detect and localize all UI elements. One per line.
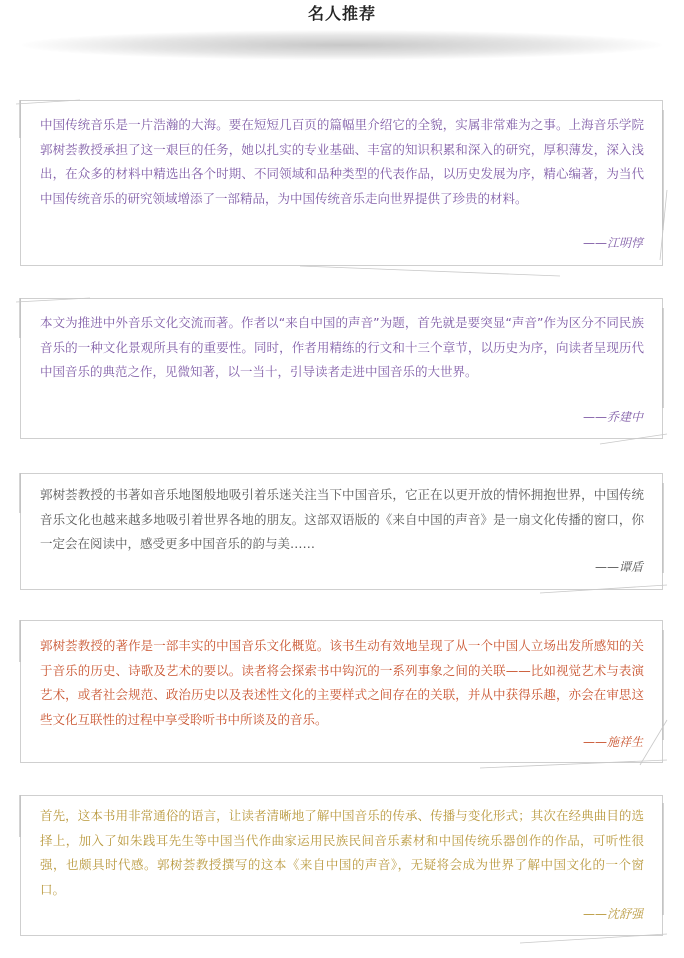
recommendation-author: ——施祥生 — [582, 735, 643, 749]
page-title: 名人推荐 — [307, 4, 376, 23]
recommendation-text: 郭树荟教授的著作是一部丰实的中国音乐文化概览。该书生动有效地呈现了从一个中国人立场出发所感知的关于音乐的历史、诗歌及艺术的要以。读者将会探索书中钩沉的一系列事象之间的关联——比如视觉艺术与表演艺术，或者社会规范、政治历史以及表述性文化的主要样式之间存在的关联，并从中获得乐趣，亦会在审思这些文化互联性的过程中享受聆听书中所谈及的音乐。 — [40, 638, 644, 727]
recommendation-card-2 — [0, 298, 684, 441]
recommendation-card-5 — [0, 795, 684, 938]
recommendation-author: ——谭盾 — [594, 560, 643, 574]
recommendation-text: 中国传统音乐是一片浩瀚的大海。要在短短几百页的篇幅里介绍它的全貌，实属非常难为之事。上海音乐学院郭树荟教授承担了这一艰巨的任务，她以扎实的专业基础、丰富的知识积累和深入的研究，厚积薄发，深入浅出，在众多的材料中精选出各个时期、不同领域和品种类型的代表作品，以历史发展为序，精心编著，为当代中国传统音乐的研究领域增添了一部精品，为中国传统音乐走向世界提供了珍贵的材料。 — [40, 117, 644, 206]
recommendation-text: 郭树荟教授的书著如音乐地图般地吸引着乐迷关注当下中国音乐，它正在以更开放的情怀拥抱世界，中国传统音乐文化也越来越多地吸引着世界各地的朋友。这部双语版的《来自中国的声音》是一扇文化传播的窗口，你一定会在阅读中，感受更多中国音乐的韵与美…… — [40, 487, 644, 551]
recommendation-text: 本文为推进中外音乐文化交流而著。作者以“来自中国的声音”为题，首先就是要突显“声音”作为区分不同民族音乐的一种文化景观所具有的重要性。同时，作者用精练的行文和十三个章节，以历史为序，向读者呈现历代中国音乐的典范之作，见微知著，以一当十，引导读者走进中国音乐的大世界。 — [40, 315, 644, 379]
recommendation-text: 首先，这本书用非常通俗的语言，让读者清晰地了解中国音乐的传承、传播与变化形式；其次在经典曲目的选择上，加入了如朱践耳先生等中国当代作曲家运用民族民间音乐素材和中国传统乐器创作的作品，可听性很强，也颇具时代感。郭树荟教授撰写的这本《来自中国的声音》，无疑将会成为世界了解中国文化的一个窗口。 — [40, 808, 644, 897]
recommendation-card-4 — [0, 620, 684, 765]
title-shadow-divider — [22, 30, 662, 60]
recommendation-author: ——江明惇 — [582, 236, 643, 250]
recommendation-card-3 — [0, 473, 684, 591]
recommendation-author: ——乔建中 — [582, 410, 643, 424]
recommendation-author: ——沈舒强 — [582, 907, 643, 921]
recommendation-card-1 — [0, 100, 684, 268]
